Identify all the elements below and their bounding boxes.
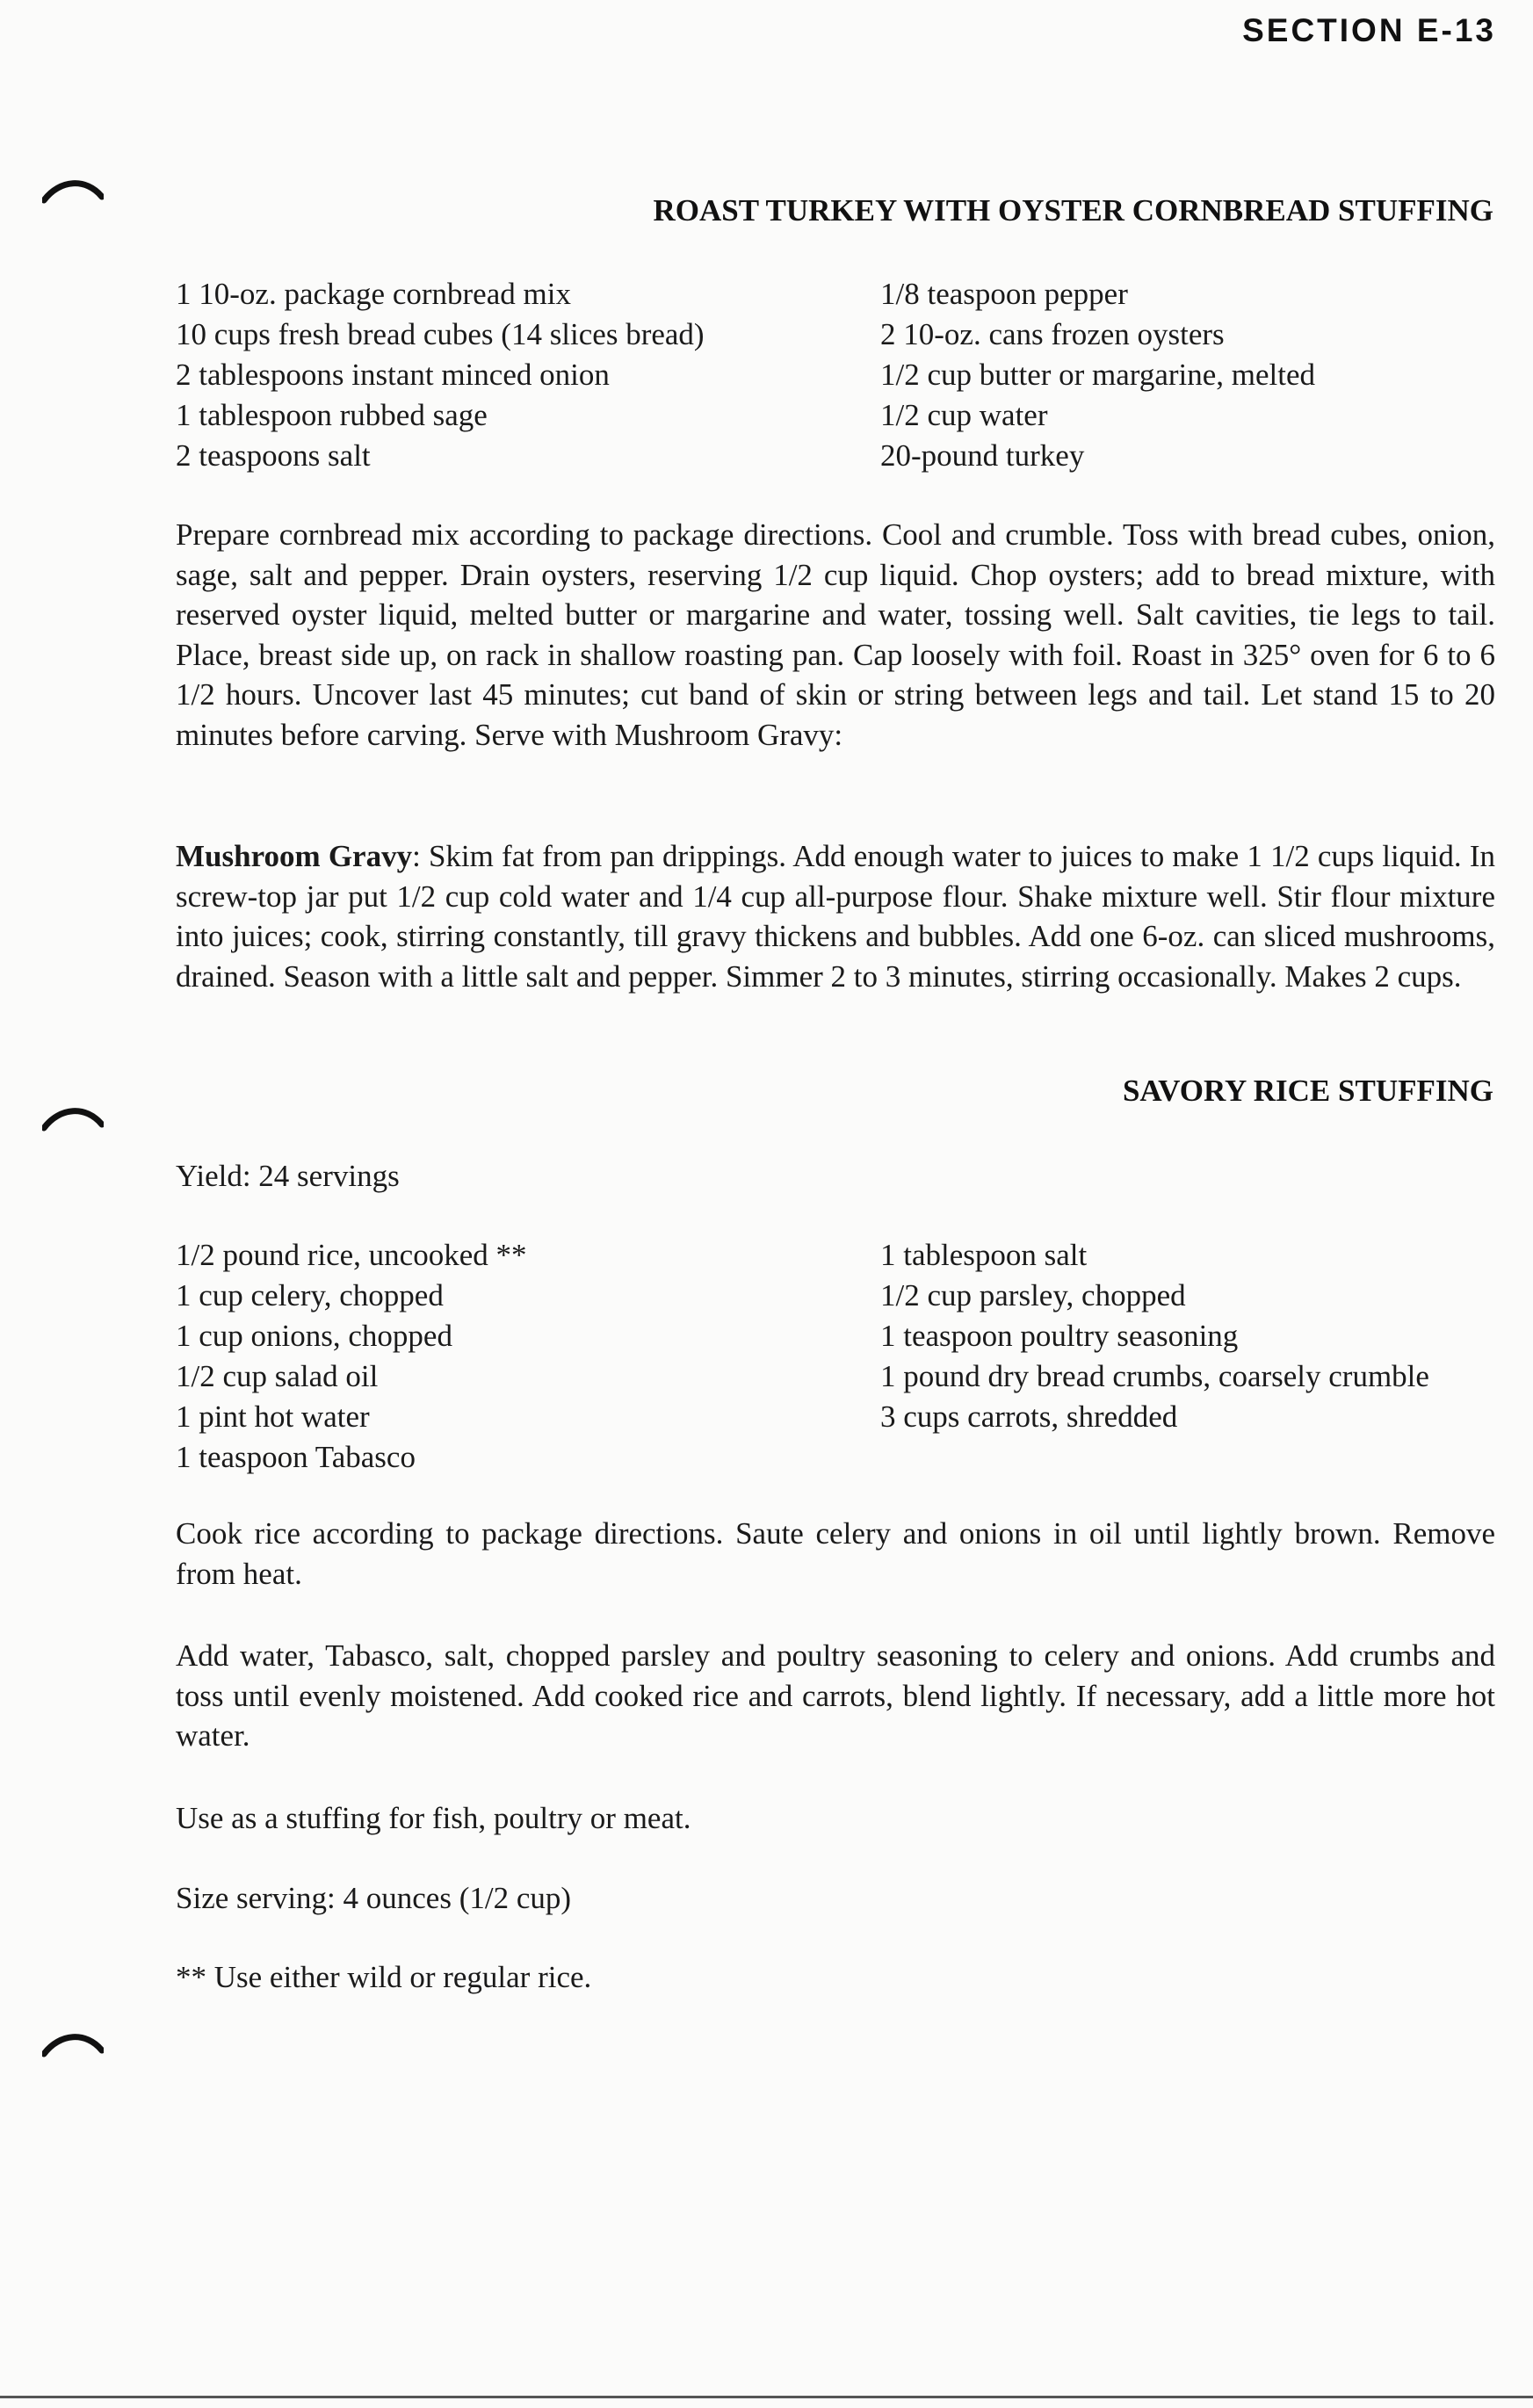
ingredient-item: 2 teaspoons salt (176, 438, 371, 473)
method-paragraph: Prepare cornbread mix according to package directions. Cool and crumble. Toss with bread cubes, onion, sage, salt and pepper. Drain oysters, reserving 1/2 cup liquid. Chop oysters; add to bread mixture, with reserved oyster liquid, melted butter or margarine and water, tossing well. Salt cavities, tie legs to tail. Place, breast side up, on rack in shallow roasting pan. Cap loosely with foil. Roast in 325° oven for 6 to 6 1/2 hours. Uncover last 45 minutes; cut band of skin or string between legs and tail. Let stand 15 to 20 minutes before carving. Serve with Mushroom Gravy: (176, 517, 1495, 752)
recipe-title-savory-rice: SAVORY RICE STUFFING (1122, 1074, 1493, 1108)
ingredient-item: 10 cups fresh bread cubes (14 slices bread) (176, 317, 705, 351)
step-paragraph: Add water, Tabasco, salt, chopped parsley and poultry seasoning to celery and onions. Add crumbs and toss until evenly moistened. Add cooked rice and carrots, blend lightly. If necessary, add a little more hot water. (176, 1638, 1495, 1753)
ingredient-list-left (176, 1235, 527, 1478)
ingredient-item: 1 cup celery, chopped (176, 1278, 444, 1312)
binder-hole-mark (42, 2029, 104, 2065)
ingredient-item: 20-pound turkey (880, 438, 1085, 473)
binder-hole-mark (42, 1103, 104, 1139)
ingredient-item: 1/8 teaspoon pepper (880, 277, 1128, 311)
page-bottom-edge (0, 2396, 1533, 2398)
ingredient-item: 1 teaspoon Tabasco (176, 1440, 416, 1474)
ingredient-item: 1/2 pound rice, uncooked ** (176, 1238, 527, 1272)
ingredient-list-right (880, 274, 1315, 476)
gravy-text: : Skim fat from pan drippings. Add enough water to juices to make 1 1/2 cups liquid. In screw-top jar put 1/2 cup cold water and 1/4 cup all-purpose flour. Shake mixture well. Stir flour mixture into juices; cook, stirring constantly, till gravy thickens and bubbles. Add one 6-oz. can sliced mushrooms, drained. Season with a little salt and pepper. Simmer 2 to 3 minutes, stirring occasionally. Makes 2 cups. (176, 839, 1495, 994)
yield-line: Yield: 24 servings (176, 1159, 400, 1193)
ingredient-item: 1 pound dry bread crumbs, coarsely crumble (880, 1359, 1429, 1393)
gravy-paragraph (176, 836, 1495, 996)
binder-hole-mark (42, 176, 104, 211)
ingredient-item: 1 tablespoon rubbed sage (176, 398, 488, 432)
ingredient-list-left (176, 274, 705, 476)
ingredient-item: 2 10-oz. cans frozen oysters (880, 317, 1225, 351)
ingredient-item: 2 tablespoons instant minced onion (176, 358, 610, 392)
step-paragraph: Cook rice according to package directions. Saute celery and onions in oil until lightly brown. Remove from heat. (176, 1516, 1495, 1591)
ingredient-list-right (880, 1235, 1429, 1437)
ingredient-item: 1 teaspoon poultry seasoning (880, 1319, 1239, 1353)
usage-note: Use as a stuffing for fish, poultry or meat. (176, 1801, 691, 1835)
ingredient-item: 1/2 cup parsley, chopped (880, 1278, 1186, 1312)
ingredient-item: 1 pint hot water (176, 1399, 370, 1434)
section-header: SECTION E-13 (1242, 12, 1496, 48)
ingredient-item: 1/2 cup butter or margarine, melted (880, 358, 1316, 392)
recipe-title-roast-turkey: ROAST TURKEY WITH OYSTER CORNBREAD STUFFING (653, 193, 1493, 228)
serving-size: Size serving: 4 ounces (1/2 cup) (176, 1881, 572, 1915)
ingredient-item: 1 cup onions, chopped (176, 1319, 452, 1353)
ingredient-item: 3 cups carrots, shredded (880, 1399, 1178, 1434)
ingredient-item: 1 10-oz. package cornbread mix (176, 277, 571, 311)
gravy-label: Mushroom Gravy (176, 839, 413, 873)
ingredient-item: 1 tablespoon salt (880, 1238, 1088, 1272)
ingredient-item: 1/2 cup salad oil (176, 1359, 379, 1393)
ingredient-item: 1/2 cup water (880, 398, 1048, 432)
footnote: ** Use either wild or regular rice. (176, 1960, 592, 1994)
